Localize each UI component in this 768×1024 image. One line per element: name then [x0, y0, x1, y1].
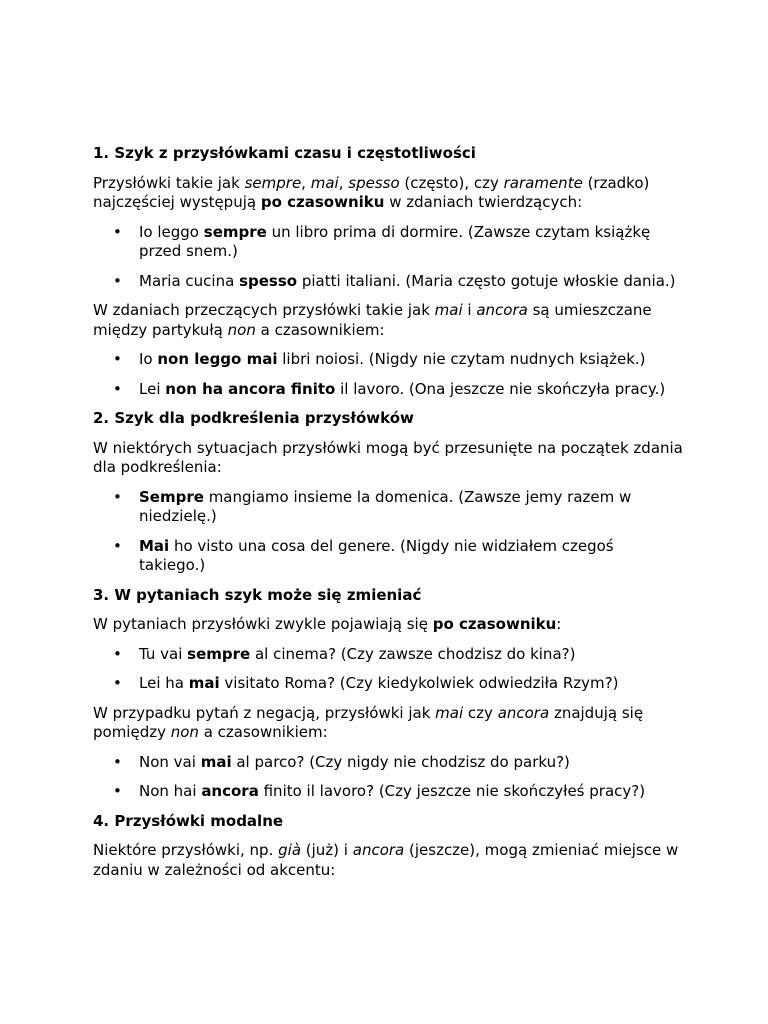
- example-list: [93, 223, 683, 292]
- example-item: • Non hai ancora finito il lavoro? (Czy jeszcze nie skończyłeś pracy?): [93, 782, 683, 802]
- example-item: • Lei non ha ancora finito il lavoro. (Ona jeszcze nie skończyła pracy.): [93, 380, 683, 400]
- italic-term: mai: [435, 703, 464, 722]
- bold-term: non leggo mai: [157, 350, 278, 368]
- section-paragraph: Niektóre przysłówki, np. già (już) i ancora (jeszcze), mogą zmieniać miejsce w zdaniu w zależności od akcentu:: [93, 841, 679, 879]
- example-item: • Lei ha mai visitato Roma? (Czy kiedykolwiek odwiedziła Rzym?): [93, 674, 683, 694]
- section-paragraph: Przysłówki takie jak sempre, mai, spesso (często), czy raramente (rzadko) najczęściej występują po czasowniku w zdaniach twierdzących:: [93, 173, 650, 211]
- example-item: • Maria cucina spesso piatti italiani. (Maria często gotuje włoskie dania.): [93, 272, 683, 292]
- bold-term: sempre: [203, 222, 267, 241]
- italic-term: ancora: [352, 841, 405, 859]
- italic-term: raramente: [503, 173, 583, 192]
- example-list: [93, 350, 683, 399]
- section-paragraph: W pytaniach przysłówki zwykle pojawiają się po czasowniku:: [93, 615, 562, 633]
- section-heading: 4. Przysłówki modalne: [93, 811, 284, 830]
- example-item: • Tu vai sempre al cinema? (Czy zawsze chodzisz do kina?): [93, 645, 683, 665]
- bold-term: Sempre: [139, 487, 204, 506]
- italic-term: non: [227, 320, 256, 339]
- bold-term: spesso: [239, 271, 298, 290]
- section-paragraph: W przypadku pytań z negacją, przysłówki jak mai czy ancora znajdują się pomiędzy non a czasownikiem:: [93, 703, 644, 741]
- section-heading: 1. Szyk z przysłówkami czasu i częstotliwości: [93, 144, 476, 162]
- bold-term: non ha ancora finito: [165, 379, 336, 398]
- italic-term: mai: [434, 301, 463, 319]
- example-list: [93, 645, 683, 694]
- italic-term: ancora: [476, 301, 528, 319]
- italic-term: non: [170, 723, 199, 741]
- bold-term: po czasowniku: [432, 615, 557, 633]
- italic-term: spesso: [348, 173, 400, 192]
- section-paragraph: W zdaniach przeczących przysłówki takie jak mai i ancora są umieszczane między partykułą non a czasownikiem:: [93, 301, 652, 339]
- example-item: • Io leggo sempre un libro prima di dormire. (Zawsze czytam książkę przed snem.): [93, 223, 683, 262]
- italic-term: mai: [310, 173, 339, 192]
- italic-term: sempre: [244, 173, 302, 192]
- bold-term: sempre: [187, 644, 251, 663]
- example-list: [93, 753, 683, 802]
- document-page: [93, 144, 683, 890]
- bold-term: ancora: [201, 782, 259, 800]
- bold-term: mai: [188, 674, 220, 692]
- example-item: • Sempre mangiamo insieme la domenica. (Zawsze jemy razem w niedzielę.): [93, 488, 683, 527]
- bold-term: po czasowniku: [260, 193, 385, 211]
- example-item: • Non vai mai al parco? (Czy nigdy nie chodzisz do parku?): [93, 753, 683, 773]
- section-paragraph: W niektórych sytuacjach przysłówki mogą być przesunięte na początek zdania dla podkreślenia:: [93, 438, 683, 476]
- italic-term: ancora: [497, 703, 550, 722]
- bold-term: mai: [200, 752, 232, 771]
- example-item: • Mai ho visto una cosa del genere. (Nigdy nie widziałem czegoś takiego.): [93, 537, 683, 576]
- section-heading: 2. Szyk dla podkreślenia przysłówków: [93, 409, 414, 427]
- section-heading: 3. W pytaniach szyk może się zmieniać: [93, 585, 422, 604]
- bold-term: Mai: [139, 536, 170, 555]
- example-list: [93, 488, 683, 576]
- example-item: • Io non leggo mai libri noiosi. (Nigdy nie czytam nudnych książek.): [93, 350, 683, 370]
- italic-term: già: [278, 841, 302, 859]
